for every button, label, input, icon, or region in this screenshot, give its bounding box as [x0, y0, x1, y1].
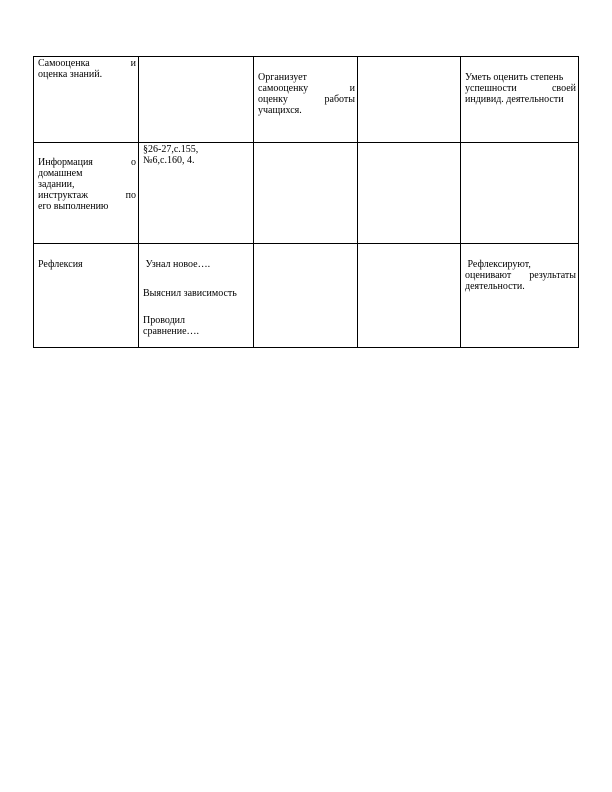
cell-line: оценивают результаты [465, 270, 576, 281]
stage-cell [34, 57, 139, 143]
table-row [34, 57, 579, 143]
student-activity-cell [358, 244, 461, 348]
content-cell [139, 57, 254, 143]
cell-line: Узнал новое…. [143, 259, 211, 270]
cell-line: оценку работы [258, 94, 355, 105]
cell-line: его выполнению [38, 201, 109, 212]
cell-line: сравнение…. [143, 326, 200, 337]
cell-line: Уметь оценить степень [465, 72, 564, 83]
cell-line: самооценку и [258, 83, 355, 94]
stage-cell [34, 143, 139, 244]
student-activity-cell [358, 57, 461, 143]
uud-cell [461, 143, 579, 244]
lesson-plan-table [33, 56, 579, 348]
stage-cell [34, 244, 139, 348]
cell-line: деятельности. [465, 281, 525, 292]
cell-line: Проводил [143, 315, 186, 326]
content-cell [139, 143, 254, 244]
cell-line: успешности своей [465, 83, 576, 94]
cell-line: Организует [258, 72, 307, 83]
student-activity-cell [358, 143, 461, 244]
cell-line: задании, [38, 179, 75, 190]
table-row [34, 244, 579, 348]
content-cell [139, 244, 254, 348]
cell-line: Рефлексия [38, 259, 83, 270]
uud-cell [461, 57, 579, 143]
cell-line: учащихся. [258, 105, 302, 116]
cell-line: индивид. деятельности [465, 94, 564, 105]
teacher-activity-cell [254, 244, 358, 348]
cell-line: Информация о [38, 157, 136, 168]
table-row [34, 143, 579, 244]
cell-line: №6,с.160, 4. [143, 155, 195, 166]
cell-line: Рефлексируют, [465, 259, 531, 270]
cell-line: оценка знаний. [38, 69, 103, 80]
uud-cell [461, 244, 579, 348]
teacher-activity-cell [254, 57, 358, 143]
cell-line: домашнем [38, 168, 83, 179]
cell-line: инструктаж по [38, 190, 136, 201]
cell-line: Самооценка и [38, 58, 136, 69]
cell-line: §26-27,с.155, [143, 144, 199, 155]
cell-line: Выяснил зависимость [143, 288, 237, 299]
teacher-activity-cell [254, 143, 358, 244]
